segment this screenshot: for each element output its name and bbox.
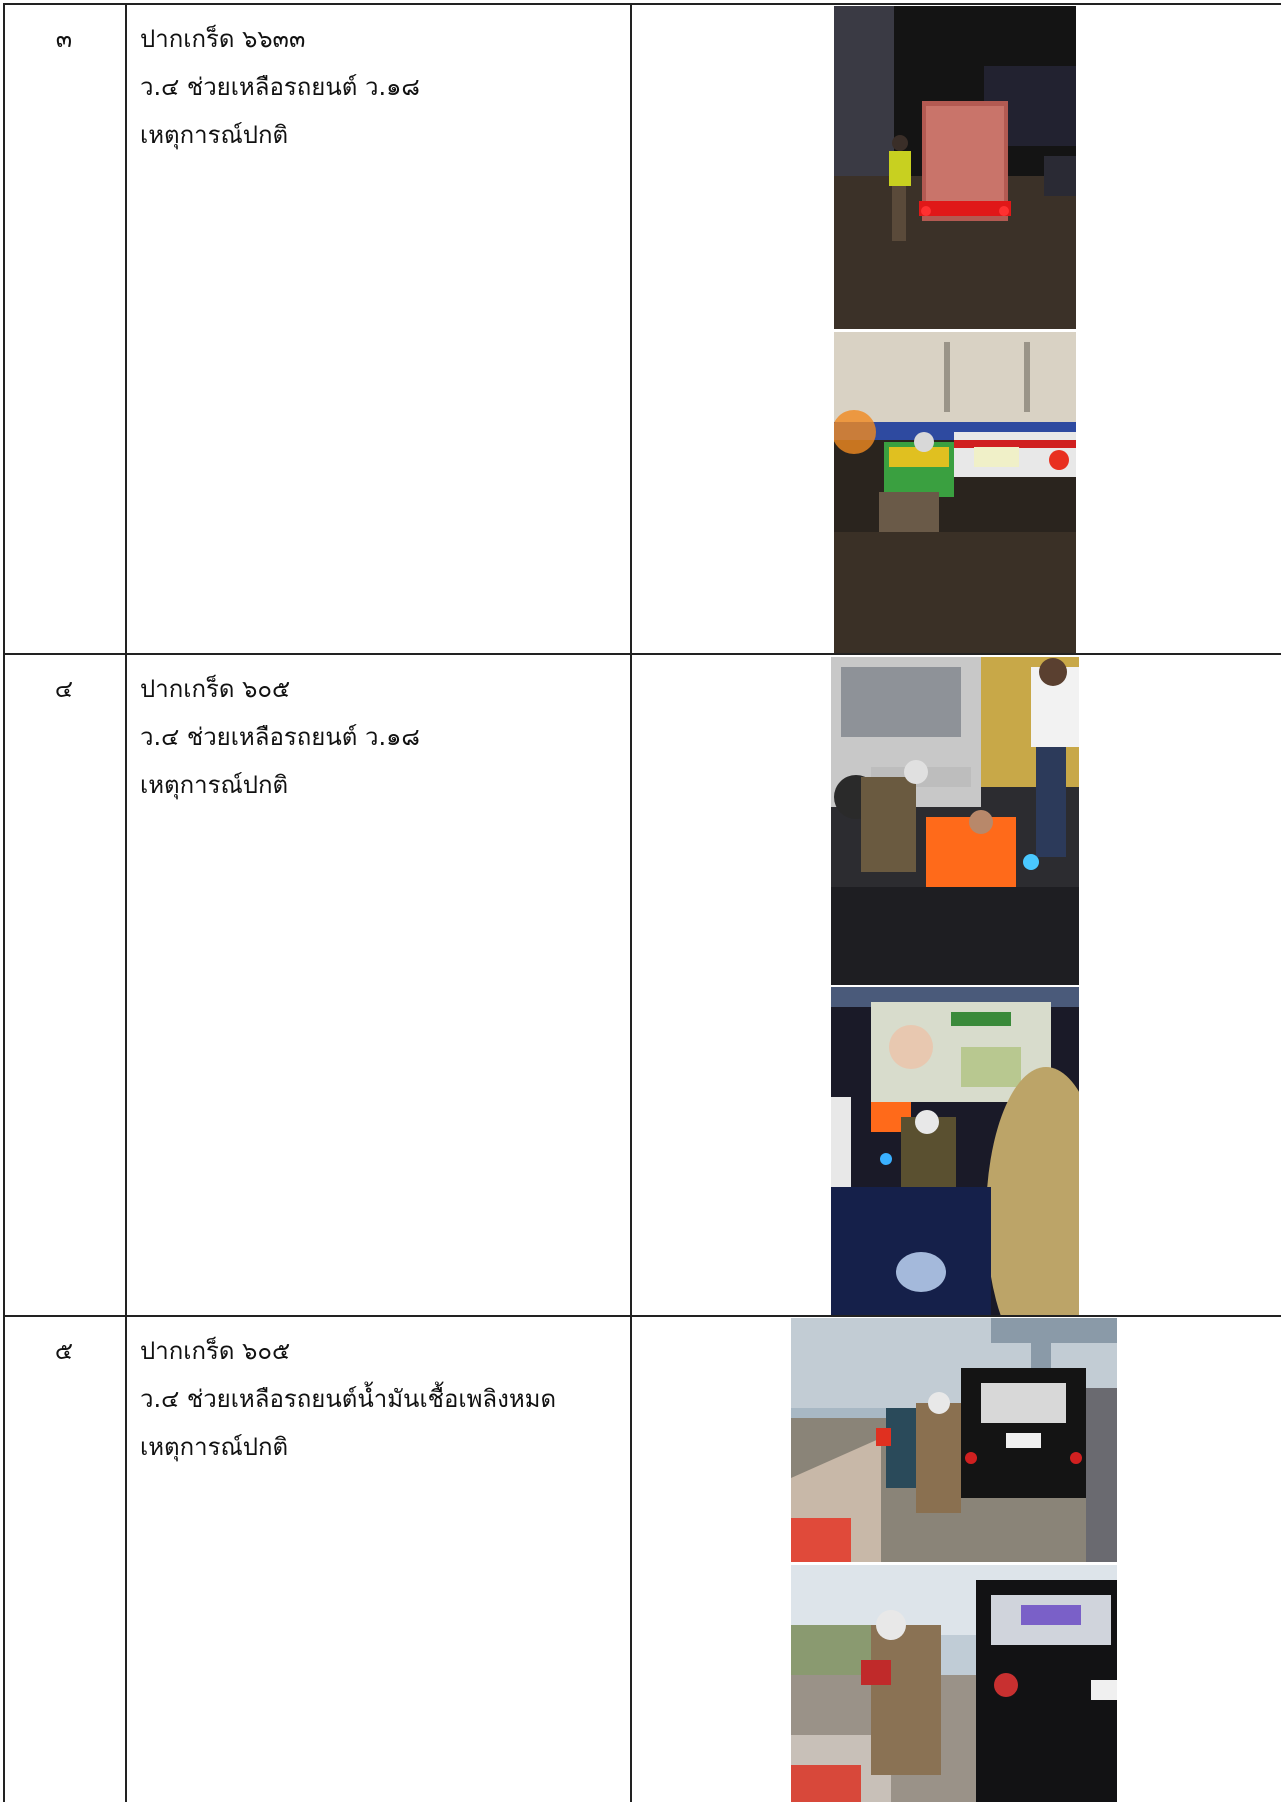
row-description: [140, 15, 620, 159]
action-line: ว.๔ ช่วยเหลือรถยนต์น้ำมันเชื้อเพลิงหมด: [140, 1385, 557, 1413]
row-description: [140, 665, 620, 809]
location-line: ปากเกร็ด ๖๖๓๓: [140, 25, 306, 53]
status-line: เหตุการณ์ปกติ: [140, 771, 289, 799]
row-number: ๔: [54, 675, 74, 703]
row-description: [140, 1327, 620, 1471]
status-line: เหตุการณ์ปกติ: [140, 121, 289, 149]
photo-roadside-night: [831, 987, 1079, 1315]
location-line: ปากเกร็ด ๖๐๕: [140, 1337, 291, 1365]
photo-officer-truck-wheel: [834, 332, 1076, 653]
row-number: ๓: [55, 25, 73, 53]
photo-suv-officer: [791, 1565, 1117, 1802]
action-line: ว.๔ ช่วยเหลือรถยนต์ ว.๑๘: [140, 73, 420, 101]
status-line: เหตุการณ์ปกติ: [140, 1433, 289, 1461]
photo-suv-refuel: [791, 1318, 1117, 1562]
report-table: [3, 3, 1281, 1802]
row-number: ๕: [54, 1337, 74, 1365]
location-line: ปากเกร็ด ๖๐๕: [140, 675, 291, 703]
photo-van-assist: [831, 657, 1079, 985]
table-row: [3, 5, 1281, 655]
table-row: [3, 655, 1281, 1317]
table-row: [3, 1317, 1281, 1802]
action-line: ว.๔ ช่วยเหลือรถยนต์ ว.๑๘: [140, 723, 420, 751]
photo-night-truck: [834, 6, 1076, 329]
